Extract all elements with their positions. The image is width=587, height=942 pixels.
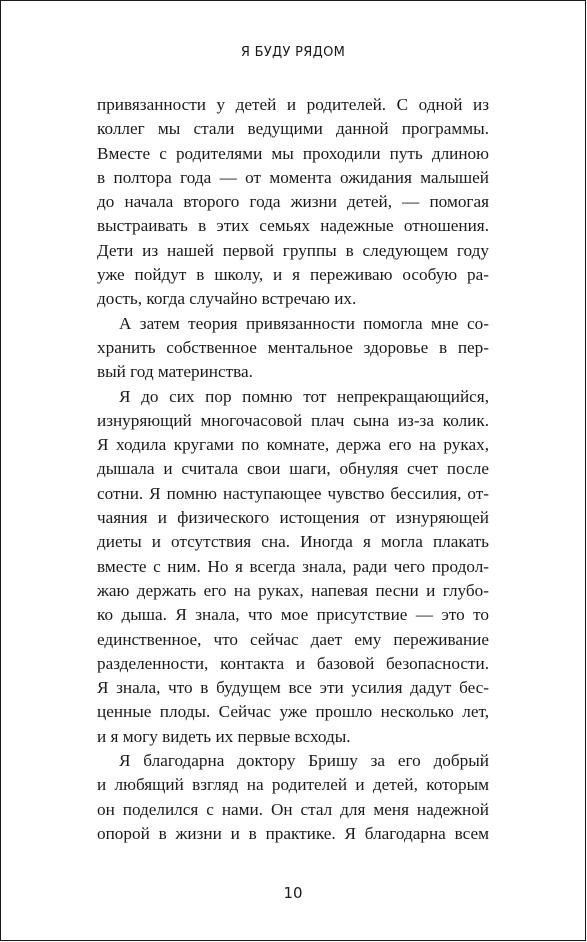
text-line: ко дыша. Я знала, что мое присутствие — это то — [97, 605, 489, 625]
text-line: диеты и отсутствия сна. Иногда я могла плакать — [97, 532, 489, 552]
text-line: хранить собственное ментальное здоровье в пер- — [97, 337, 489, 357]
text-line: привязанности у детей и родителей. С одной из — [97, 95, 489, 114]
text-line: коллег мы стали ведущими данной программы. — [97, 119, 489, 139]
text-line: Я ходила кругами по комнате, держа его на руках, — [97, 435, 489, 455]
text-line: и любящий взгляд на родителей и детей, которым — [97, 775, 489, 795]
running-head: Я БУДУ РЯДОМ — [240, 45, 346, 60]
text-line: вместе с ним. Но я всегда знала, ради чего продол- — [97, 556, 489, 576]
text-line: Дети из нашей первой группы в следующем году — [97, 240, 489, 260]
text-line: Я благодарна доктору Бришу за его добрый — [119, 751, 489, 771]
text-line: и я могу видеть их первые всходы. — [97, 726, 351, 746]
text-line: вый год материнства. — [97, 362, 253, 382]
text-line: ценные плоды. Сейчас уже прошло несколько лет, — [97, 702, 489, 722]
text-line: выстраивать в этих семьях надежные отношения. — [97, 216, 489, 236]
text-line: Вместе с родителями мы проходили путь длиною — [97, 143, 489, 163]
page-number: 10 — [283, 884, 303, 902]
text-line: дышала и считала свои шаги, обнуляя счет после — [97, 459, 489, 479]
text-line: Я знала, что в будущем все эти усилия дадут бес- — [97, 678, 489, 698]
text-line: А затем теория привязанности помогла мне со- — [119, 313, 489, 333]
text-line: единственное, что сейчас дает ему переживание — [97, 629, 489, 649]
text-line: разделенности, контакта и базовой безопасности. — [97, 653, 489, 673]
text-line: чаяния и физического истощения от изнуряющей — [97, 508, 489, 528]
body-text — [97, 93, 489, 846]
text-line: он поделился с нами. Он стал для меня надежной — [97, 799, 489, 819]
text-line: дость, когда случайно встречаю их. — [97, 289, 357, 309]
text-line: Я до сих пор помню тот непрекращающийся, — [119, 386, 489, 406]
text-line: до начала второго года жизни детей, — помогая — [97, 192, 489, 212]
text-line: сотни. Я помню наступающее чувство бессилия, от- — [97, 483, 489, 503]
text-line: уже пойдут в школу, и я переживаю особую ра- — [97, 265, 489, 285]
text-line: опорой в жизни и в практике. Я благодарна всем — [97, 823, 489, 843]
text-line: в полтора года — от момента ожидания малышей — [97, 167, 489, 187]
text-line: изнуряющий многочасовой плач сына из-за колик. — [97, 410, 489, 430]
text-line: жаю держать его на руках, напевая песни и глубо- — [97, 580, 489, 600]
